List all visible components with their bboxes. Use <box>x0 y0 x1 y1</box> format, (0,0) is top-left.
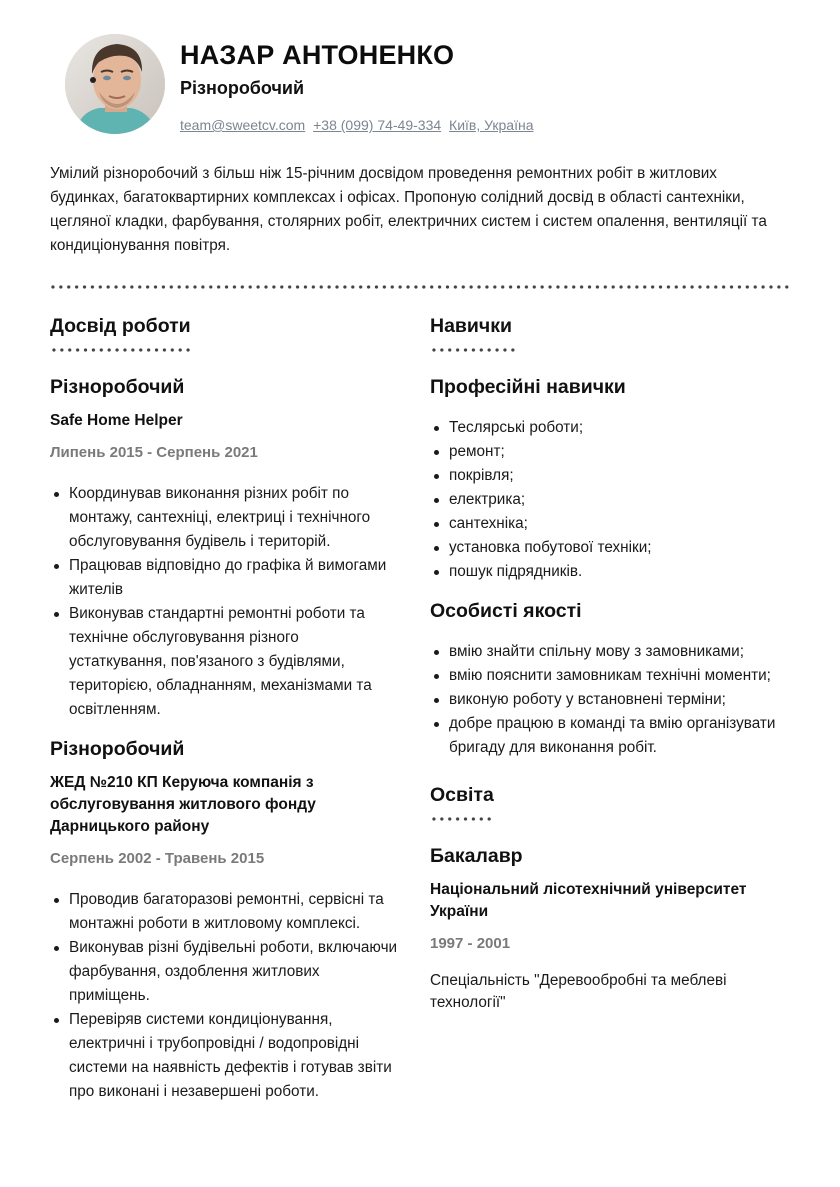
list-item: Координував виконання різних робіт по монтажу, сантехніці, електриці і технічного обслуговування будівель і територій. <box>50 482 400 554</box>
job-company: Safe Home Helper <box>50 412 183 429</box>
list-item: сантехніка; <box>430 512 800 536</box>
job-company: ЖЕД №210 КП Керуюча компанія з обслуговування житлового фонду Дарницького району <box>50 774 316 835</box>
professional-skills-title: Професійні навички <box>430 376 626 398</box>
list-item: Теслярські роботи; <box>430 416 800 440</box>
job-dates: Липень 2015 - Серпень 2021 <box>50 444 258 461</box>
experience-heading-wrap <box>50 313 194 352</box>
education-institution: Національний лісотехнічний університет України <box>430 881 747 920</box>
heading-dotted-underline <box>430 817 494 821</box>
heading-dotted-underline <box>430 348 516 352</box>
education-specialty: Спеціальність "Деревообробні та меблеві технології" <box>430 972 727 1011</box>
list-item: покрівля; <box>430 464 800 488</box>
job-entry <box>50 374 400 722</box>
location-link[interactable]: Київ, Україна <box>449 117 534 133</box>
list-item: електрика; <box>430 488 800 512</box>
header-text <box>180 34 538 134</box>
skills-heading-wrap <box>430 313 516 352</box>
candidate-name: НАЗАР АНТОНЕНКО <box>180 40 455 70</box>
section-title-education: Освіта <box>430 784 494 806</box>
phone-link[interactable]: +38 (099) 74-49-334 <box>313 117 442 133</box>
list-item: Виконував стандартні ремонтні роботи та технічне обслуговування різного устаткування, пов'язаного з будівлями, територією, обладнанням, механізмами та освітленням. <box>50 602 400 722</box>
right-column <box>430 313 800 1014</box>
list-item: пошук підрядників. <box>430 560 800 584</box>
summary-paragraph: Умілий різноробочий з більш ніж 15-річним досвідом проведення ремонтних робіт в житлових будинках, багатоквартирних комплексах і офісах. Пропоную солідний досвід в області сантехніки, цегляної кладки, фарбування, столярних робіт, електричних систем і систем опалення, вентиляції та кондиціонування повітря. <box>50 165 767 254</box>
job-bullets <box>50 482 400 722</box>
job-bullets <box>50 888 400 1104</box>
job-title: Різноробочий <box>50 738 185 760</box>
email-link[interactable]: team@sweetcv.com <box>180 117 306 133</box>
education-dates: 1997 - 2001 <box>430 935 511 952</box>
candidate-role: Різноробочий <box>180 78 305 98</box>
job-title: Різноробочий <box>50 376 185 398</box>
portrait-photo-icon <box>65 34 165 134</box>
list-item: установка побутової техніки; <box>430 536 800 560</box>
avatar <box>65 34 165 134</box>
list-item: добре працюю в команді та вмію організувати бригаду для виконання робіт. <box>430 712 790 760</box>
resume-header <box>65 34 538 134</box>
list-item: вмію пояснити замовникам технічні моменти; <box>430 664 790 688</box>
list-item: вмію знайти спільну мову з замовниками; <box>430 640 790 664</box>
list-item: Перевіряв системи кондиціонування, електричні і трубопровідні / водопровідні системи на наявність дефектів і готував звіти про виконані і незавершені роботи. <box>50 1008 400 1104</box>
education-degree: Бакалавр <box>430 845 523 867</box>
contact-links <box>180 116 538 134</box>
skills-section <box>430 313 800 760</box>
dotted-divider <box>49 285 792 289</box>
list-item: Виконував різні будівельні роботи, включаючи фарбування, оздоблення житлових приміщень. <box>50 936 400 1008</box>
section-title-experience: Досвід роботи <box>50 315 191 337</box>
personal-qualities-title: Особисті якості <box>430 600 582 622</box>
job-dates: Серпень 2002 - Травень 2015 <box>50 850 265 867</box>
job-entry <box>50 736 400 1104</box>
list-item: виконую роботу у встановнені терміни; <box>430 688 790 712</box>
education-heading-wrap <box>430 782 494 821</box>
section-title-skills: Навички <box>430 315 512 337</box>
list-item: Працював відповідно до графіка й вимогами жителів <box>50 554 400 602</box>
education-section <box>430 782 800 1014</box>
experience-section <box>50 313 400 1104</box>
list-item: Проводив багаторазові ремонтні, сервісні та монтажні роботи в житловому комплексі. <box>50 888 400 936</box>
heading-dotted-underline <box>50 348 194 352</box>
professional-skills-list <box>430 416 800 584</box>
list-item: ремонт; <box>430 440 800 464</box>
personal-qualities-list <box>430 640 790 760</box>
